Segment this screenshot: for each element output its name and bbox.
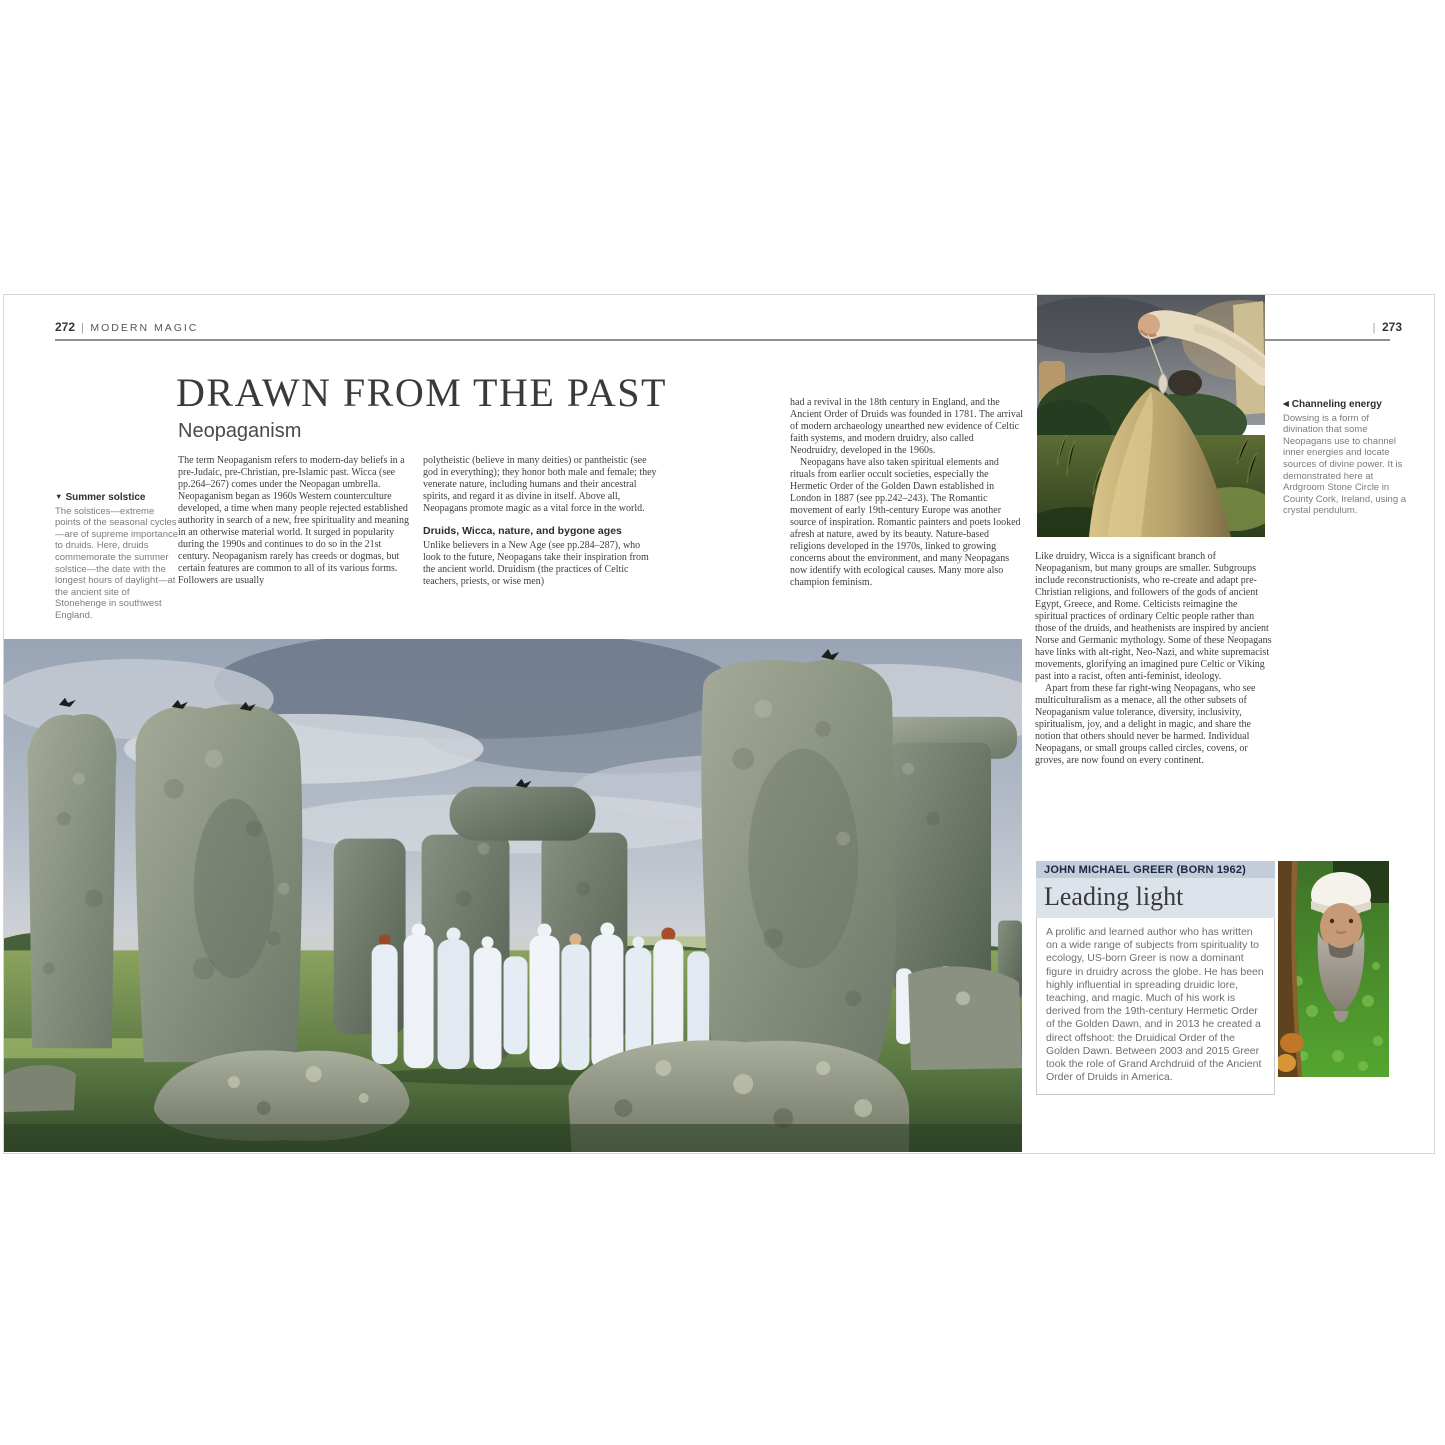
caption-heading: [1283, 399, 1409, 411]
paragraph: The term Neopaganism refers to modern-day beliefs in a pre-Judaic, pre-Christian, pre-Islamic past. Wicca (see pp.264–267) comes under the Neopagan umbrella. Neopaganism began as 1960s Western counterculture developed, a time when many people rejected established authority in search of a new, free spirituality and meaning in an otherwise material world. It surged in popularity during the 1990s and continues to do so in the 21st century. Neopaganism rarely has creeds or dogmas, but certain features are common to all of its various forms. Followers are usually: [178, 455, 409, 586]
body-column-1: [178, 455, 410, 587]
paragraph: Unlike believers in a New Age (see pp.284–287), who look to the future, Neopagans take their inspiration from the ancient world. Druidism (the practices of Celtic teachers, priests, or wise men): [423, 540, 649, 587]
paragraph: Neopagans have also taken spiritual elements and rituals from earlier occult societies, especially the Hermetic Order of the Golden Dawn established in London in 1887 (see pp.242–243). The Romantic movement of early 19th-century Europe was another source of inspiration. Romantic painters and poets looked afresh at nature, awed by its beauty. Nature-based religions developed in the 1970s, linked to growing concerns about the environment, and many Neopagans now identify with ecological causes. Many more also champion feminism.: [790, 457, 1021, 588]
stonehenge-summer-solstice-photo: [4, 639, 1022, 1152]
caption-channeling-energy: [1283, 399, 1409, 517]
pendulum-dowsing-photo: [1037, 295, 1265, 537]
paragraph: Apart from these far right-wing Neopagans, who see multiculturalism as a menace, all the other subsets of Neopaganism value tolerance, diversity, inclusivity, spiritualism, joy, and a delight in magic, and share the notion that others should never be harmed. Individual Neopagans, or small groups called circles, covens, or groves, are now found on every continent.: [1035, 683, 1256, 766]
feature-box-john-michael-greer: [1036, 861, 1275, 1095]
body-column-4: [1035, 551, 1272, 767]
page-number-right: 273: [1381, 320, 1402, 334]
article-subtitle: Neopaganism: [178, 420, 302, 442]
running-head-divider: |: [81, 322, 85, 334]
caption-body: Dowsing is a form of divination that some Neopagans use to channel inner energies and locate sources of divine power. It is demonstrated here at Ardgroom Stone Circle in County Cork, Ireland, using a crystal pendulum.: [1283, 412, 1407, 517]
caption-label: Channeling energy: [1291, 399, 1382, 410]
triangle-down-icon: ▼: [55, 492, 63, 501]
crosshead-druids-wicca: Druids, Wicca, nature, and bygone ages: [423, 525, 622, 537]
caption-summer-solstice: [55, 492, 179, 622]
triangle-left-icon: ◀: [1283, 399, 1289, 408]
john-michael-greer-portrait-photo: [1278, 861, 1389, 1077]
feature-box-title-strip: [1036, 878, 1275, 918]
caption-label: Summer solstice: [65, 492, 146, 503]
page-number-left: 272: [55, 320, 76, 334]
paragraph: had a revival in the 18th century in England, and the Ancient Order of Druids was founded in 1781. The arrival of modern archaeology unearthed new evidence of Celtic faith systems, and modern druidry, also called Neodruidry, developed in the 1960s.: [790, 397, 1024, 456]
paragraph: Like druidry, Wicca is a significant branch of Neopaganism, but many groups are smaller. Subgroups include reconstructionists, who re-create and adapt pre-Christian religions, and followers of the gods of ancient Egypt, Greece, and Rome. Celticists reimagine the spiritual practices of ordinary Celtic people rather than those of the druids, and heathenists are inspired by ancient Norse and Germanic mythology. Some of these Neopagans have links with alt-right, Neo-Nazi, and white supremacist movements, glorifying an imagined pure Celtic or Viking past into a racist, often anti-feminist, ideology.: [1035, 551, 1272, 682]
article-title: DRAWN FROM THE PAST: [176, 370, 667, 415]
section-title: MODERN MAGIC: [90, 322, 199, 334]
running-head-left: [55, 320, 198, 334]
feature-box-header: JOHN MICHAEL GREER (BORN 1962): [1036, 861, 1275, 878]
body-column-3: [790, 397, 1024, 589]
caption-heading: [55, 492, 179, 504]
running-head-divider: |: [1372, 322, 1376, 334]
feature-box-body: A prolific and learned author who has written on a wide range of subjects from spirituality to ecology, US-born Greer is now a dominant figure in druidry across the globe. He has been highly influential in spreading druidic lore, teaching, and magic. Much of his work is derived from the 19th-century Hermetic Order of the Golden Dawn, and in 2013 he created a direct offshoot: the Druidical Order of the Golden Dawn. Between 2003 and 2015 Greer took the role of Grand Archdruid of the Ancient Order of Druids in America.: [1036, 918, 1275, 1095]
running-head-right: [1367, 320, 1402, 334]
paragraph: polytheistic (believe in many deities) or pantheistic (see god in everything); they honor both male and female; they venerate nature, including humans and their ancestral spirits, and regard it as divine in itself. Above all, Neopagans promote magic as a vital force in the world.: [423, 455, 657, 514]
body-column-2: [423, 455, 660, 588]
feature-box-title: Leading light: [1044, 882, 1184, 911]
caption-body: The solstices—extreme points of the seasonal cycles—are of supreme importance to druids. Here, druids commemorate the summer solstice—the date with the longest hours of daylight—at the ancient site of Stonehenge in southwest England.: [55, 505, 179, 621]
